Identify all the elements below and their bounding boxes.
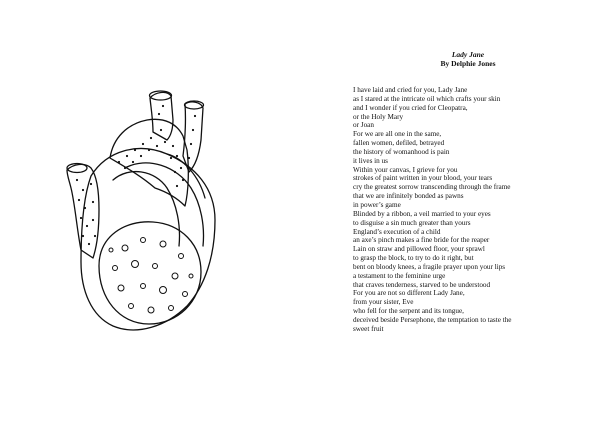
poem [353, 50, 593, 334]
poem-line: fallen women, defiled, betrayed [353, 139, 445, 148]
poem-line: I have laid and cried for you, Lady Jane [353, 86, 468, 94]
poem-line: strokes of paint written in your blood, your tears [353, 174, 493, 183]
poem-line: or Joan [353, 121, 374, 130]
poem-line: cry the greatest sorrow transcending through the frame [353, 183, 511, 192]
poem-line: who fell for the serpent and its tongue, [353, 307, 464, 316]
poem-line: in power’s game [353, 200, 401, 209]
poem-line: that we are infinitely bonded as pawns [353, 192, 464, 201]
anatomical-heart-illustration [55, 80, 245, 340]
poem-line: a testament to the feminine urge [353, 271, 446, 280]
poem-title: Lady Jane [451, 50, 485, 59]
poem-line: the history of womanhood is pain [353, 147, 450, 156]
poem-line: and I wonder if you cried for Cleopatra, [353, 103, 468, 112]
poem-line: deceived beside Persephone, the temptation to taste the [353, 315, 512, 324]
ventricle-chamber [99, 222, 201, 324]
poem-line: England’s execution of a child [353, 227, 441, 236]
poem-line: For you are not so different Lady Jane, [353, 289, 465, 298]
poem-line: Blinded by a ribbon, a veil married to your eyes [353, 209, 491, 218]
vessel-dots [76, 105, 196, 245]
poem-line: from your sister, Eve [353, 298, 414, 307]
poem-line: to grasp the block, to try to do it right, but [353, 254, 474, 263]
poem-lines [353, 86, 593, 334]
poem-author: By Delphie Jones [440, 59, 496, 68]
poem-line: Within your canvas, I grieve for you [353, 165, 458, 174]
poem-line: For we are all one in the same, [353, 130, 442, 139]
poem-line: Lain on straw and pillowed floor, your sprawl [353, 245, 485, 254]
ventricle-spots [109, 238, 193, 314]
vessel-top-right [183, 102, 203, 172]
poem-line: or the Holy Mary [353, 112, 404, 121]
poem-line: as I stared at the intricate oil which crafts your skin [353, 94, 501, 103]
anatomical-heart-icon [55, 80, 245, 340]
poem-line: bent on bloody knees, a fragile prayer upon your lips [353, 262, 506, 271]
poem-line: that craves tenderness, starved to be understood [353, 280, 491, 289]
poem-line: sweet fruit [353, 324, 384, 333]
poem-line: to disguise a sin much greater than yours [353, 218, 471, 227]
poem-line: it lives in us [353, 156, 388, 165]
poem-line: an axe’s pinch makes a fine bride for the reaper [353, 236, 490, 245]
